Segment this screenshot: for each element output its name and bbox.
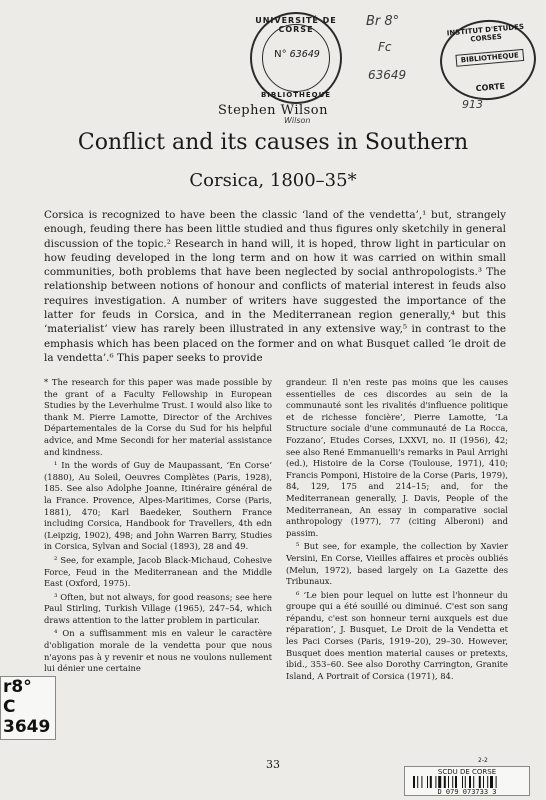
- university-library-stamp: [250, 12, 342, 104]
- barcode-bar: [444, 776, 446, 788]
- barcode-bar: [435, 776, 436, 788]
- barcode-bar: [448, 776, 449, 788]
- footnote: ¹ In the words of Guy de Maupassant, ‘En Corse’ (1880), Au Soleil, Oeuvres Complètes (Paris, 1928), 185. See also Adolphe Joanne, Itinéraire général de la France. Provence, Alpes-Maritimes, Corse (Paris, 1881), 470; Karl Baedeker, Southern France including Corsica, Handbook for Travellers, 4th edn (Leipzig, 1902), 498; and John Warren Barry, Studies in Corsica, Sylvan and Social (1893), 28 and 49.: [44, 460, 272, 552]
- footnotes-left-column: [44, 377, 272, 677]
- stamp-bottom-text: BIBLIOTHÈQUE: [260, 91, 332, 99]
- barcode-bar: [483, 776, 484, 788]
- barcode-bar: [469, 776, 471, 788]
- footnote: ⁶ ‘Le bien pour lequel on lutte est l'honneur du groupe qui a été souillé ou diminué. C'est son sang répandu, c'est son honneur terni auxquels est due réparation’, J. Busquet, Le Droit de la Vendetta et les Paci Corses (Paris, 1919–20), 29–30. However, Busquet does mention material causes or pretexts, ibid., 353–60. See also Dorothy Carrington, Granite Island, A Portrait of Corsica (1971), 84.: [286, 589, 508, 681]
- page-number: 33: [266, 758, 280, 771]
- institute-stamp: [437, 16, 540, 104]
- intro-paragraph: Corsica is recognized to have been the classic ‘land of the vendetta’,¹ but, strangely enough, feuding there has been little studied and thus figures only sketchily in general discussion of the topic.² Research in hand will, it is hoped, throw light in particular on how feuding developed in the long term and on how it was carried on within small communities, both problems that have been neglected by social anthropologists.³ The relationship between notions of honour and conflicts of material interest in feuds also requires investigation. A number of writers have suggested the importance of the latter for feuds in Corsica, and in the Mediterranean region generally,⁴ but this ‘materialist’ view has rarely been illustrated in any extensive way,⁵ in contrast to the emphasis which has been placed on the former and on what Busquet called ‘le droit de la vendetta’.⁶ This paper seeks to provide: [44, 209, 506, 364]
- call-number-line: 3649: [3, 717, 51, 737]
- barcode-bar: [413, 776, 415, 788]
- footnote: ⁵ But see, for example, the collection by Xavier Versini, En Corse, Vieilles affaires et procès oubliés (Melun, 1972), based largely on La Gazette des Tribunaux.: [286, 541, 508, 587]
- barcode-bar: [496, 776, 497, 788]
- footnote: ² See, for example, Jacob Black-Michaud, Cohesive Force, Feud in the Mediterranean and the Middle East (Oxford, 1975).: [44, 554, 272, 589]
- barcode-bars: [413, 776, 523, 788]
- handwritten-shelf-mark: Br 8°: [366, 14, 400, 29]
- barcode-bar: [430, 776, 432, 788]
- stamp-number-value: 63649: [289, 49, 320, 60]
- handwritten-code: 913: [462, 98, 483, 111]
- barcode-bar: [465, 776, 466, 788]
- call-number-line: C: [3, 697, 16, 717]
- barcode-bar: [421, 776, 422, 788]
- call-number-line: r8°: [3, 677, 32, 697]
- barcode-title: SCDU DE CORSE: [437, 768, 497, 776]
- call-number-label: [0, 676, 56, 740]
- stamp-number-prefix: N°: [274, 49, 287, 60]
- article-title-line1: Conflict and its causes in Southern: [77, 130, 469, 155]
- author-name: Stephen Wilson: [217, 103, 329, 118]
- article-title-line2: Corsica, 1800–35*: [189, 170, 357, 191]
- handwritten-fc: Fc: [378, 40, 392, 54]
- barcode-bar: [487, 776, 488, 788]
- barcode-bar: [452, 776, 453, 788]
- footnote: ³ Often, but not always, for good reasons; see here Paul Stirling, Turkish Village (1965), 247–54, which draws attention to the latter problem in particular.: [44, 591, 272, 625]
- barcode-bar: [490, 776, 493, 788]
- barcode-bar: [462, 776, 463, 788]
- barcode-bar: [417, 776, 418, 788]
- handwritten-accession: 63649: [368, 68, 407, 82]
- footnote: grandeur. Il n'en reste pas moins que les causes essentielles de ces discordes au sein de la communauté sont les rivalités d'influence politique et de richesse foncière’, Pierre Lamotte, ‘La Structure sociale d'une communauté de La Rocca, Fozzano’, Etudes Corses, LXXVI, no. II (1956), 42; see also René Emmanuelli's remarks in Paul Arrighi (ed.), Histoire de la Corse (Toulouse, 1971), 410; Francis Pomponi, Histoire de la Corse (Paris, 1979), 84, 129, 175 and 214–15; and, for the Mediterranean generally, J. Davis, People of the Mediterranean, An essay in comparative social anthropology (1977), 77 (citing Alberoni) and passim.: [286, 377, 508, 538]
- institute-stamp-bottom: CORTE: [475, 81, 506, 94]
- barcode-bar: [473, 776, 474, 788]
- stamp-ring-text: UNIVERSITÉ DE CORSE: [255, 16, 337, 34]
- barcode-bar: [455, 776, 457, 788]
- institute-stamp-top: INSTITUT D'ETUDES CORSES: [446, 22, 525, 44]
- institute-stamp-middle: BIBLIOTHEQUE: [455, 49, 524, 67]
- barcode-bar: [479, 776, 481, 788]
- barcode-bar: [427, 776, 428, 788]
- corner-mark: 2-2: [478, 757, 488, 764]
- barcode-label: [404, 766, 530, 796]
- footnotes-right-column: [286, 377, 508, 684]
- barcode-bar: [438, 776, 441, 788]
- handwritten-name: Wilson: [284, 116, 311, 125]
- footnote: ⁴ On a suffisamment mis en valeur le caractère d'obligation morale de la vendetta pour que nous n'ayons pas à y revenir et nous ne voulons nullement lui dénier une certaine: [44, 628, 272, 674]
- stamp-number: [266, 49, 328, 60]
- footnote: * The research for this paper was made possible by the grant of a Faculty Fellowship in European Studies by the Leverhulme Trust. I would also like to thank M. Pierre Lamotte, Director of the Archives Départementales de la Corse du Sud for his helpful advice, and Mme Secondi for her material assistance and kindness.: [44, 377, 272, 457]
- barcode-number: D 079 073733 3: [437, 788, 497, 796]
